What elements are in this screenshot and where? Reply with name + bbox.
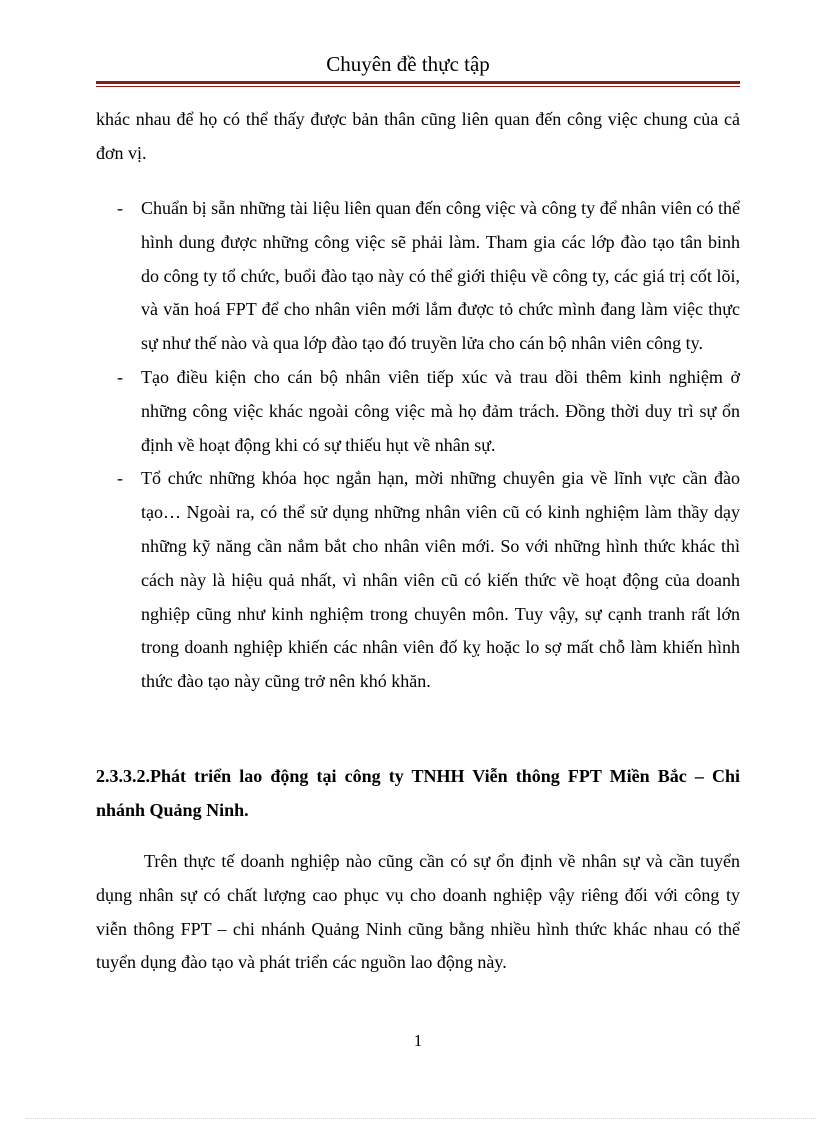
- bullet-text: Tạo điều kiện cho cán bộ nhân viên tiếp xúc và trau dồi thêm kinh nghiệm ở những công việc khác ngoài công việc mà họ đảm trách. Đồng thời duy trì sự ổn định về hoạt động khi có sự thiếu hụt về nhân sự.: [141, 366, 740, 455]
- header-rule-thin: [96, 86, 740, 87]
- continuation-paragraph: khác nhau để họ có thể thấy được bản thân cũng liên quan đến công việc chung của cả đơn vị.: [96, 109, 740, 163]
- bullet-dash-icon: -: [117, 198, 123, 218]
- bullet-text: Chuẩn bị sẵn những tài liệu liên quan đến công việc và công ty để nhân viên có thể hình dung được những công việc sẽ phải làm. Tham gia các lớp đào tạo tân binh do công ty tổ chức, buổi đào tạo này có thể giới thiệu về công ty, các giá trị cốt lõi, và văn hoá FPT để cho nhân viên mới lắm được tỏ chức mình đang làm việc thực sự như thế nào và qua lớp đào tạo đó truyền lửa cho cán bộ nhân viên công ty.: [141, 198, 740, 354]
- body-paragraph: Trên thực tế doanh nghiệp nào cũng cần có sự ổn định về nhân sự và cần tuyển dụng nhân sự có chất lượng cao phục vụ cho doanh nghiệp vậy riêng đối với công ty viễn thông FPT – chi nhánh Quảng Ninh cũng bằng nhiều hình thức khác nhau có thể tuyển dụng đào tạo và phát triển các nguồn lao động này.: [96, 851, 740, 973]
- header-rule-thick: [96, 81, 740, 84]
- bullet-text: Tổ chức những khóa học ngắn hạn, mời những chuyên gia về lĩnh vực cần đào tạo… Ngoài ra, có thể sử dụng những nhân viên cũ có kinh nghiệm làm thầy dạy những kỹ năng cần nắm bắt cho nhân viên mới. So với những hình thức khác thì cách này là hiệu quả nhất, vì nhân viên cũ có kiến thức về hoạt động của doanh nghiệp cũng như kinh nghiệm trong chuyên môn. Tuy vậy, sự cạnh tranh rất lớn trong doanh nghiệp khiến các nhân viên đố kỵ hoặc lo sợ mất chỗ làm khiến hình thức đào tạo này cũng trở nên khó khăn.: [141, 468, 740, 692]
- bullet-item: [117, 361, 740, 462]
- section-heading: 2.3.3.2.Phát triển lao động tại công ty TNHH Viễn thông FPT Miền Bắc – Chi nhánh Quảng Ninh.: [96, 766, 740, 820]
- page-header-title: Chuyên đề thực tập: [326, 52, 490, 76]
- page-number: 1: [413, 1031, 423, 1050]
- footer-dotted-line: [26, 1118, 816, 1119]
- bullet-dash-icon: -: [117, 468, 123, 489]
- bullet-dash-icon: -: [117, 366, 123, 387]
- bullet-item: [117, 192, 740, 361]
- bullet-item: [117, 462, 740, 699]
- bullet-list: [117, 192, 740, 699]
